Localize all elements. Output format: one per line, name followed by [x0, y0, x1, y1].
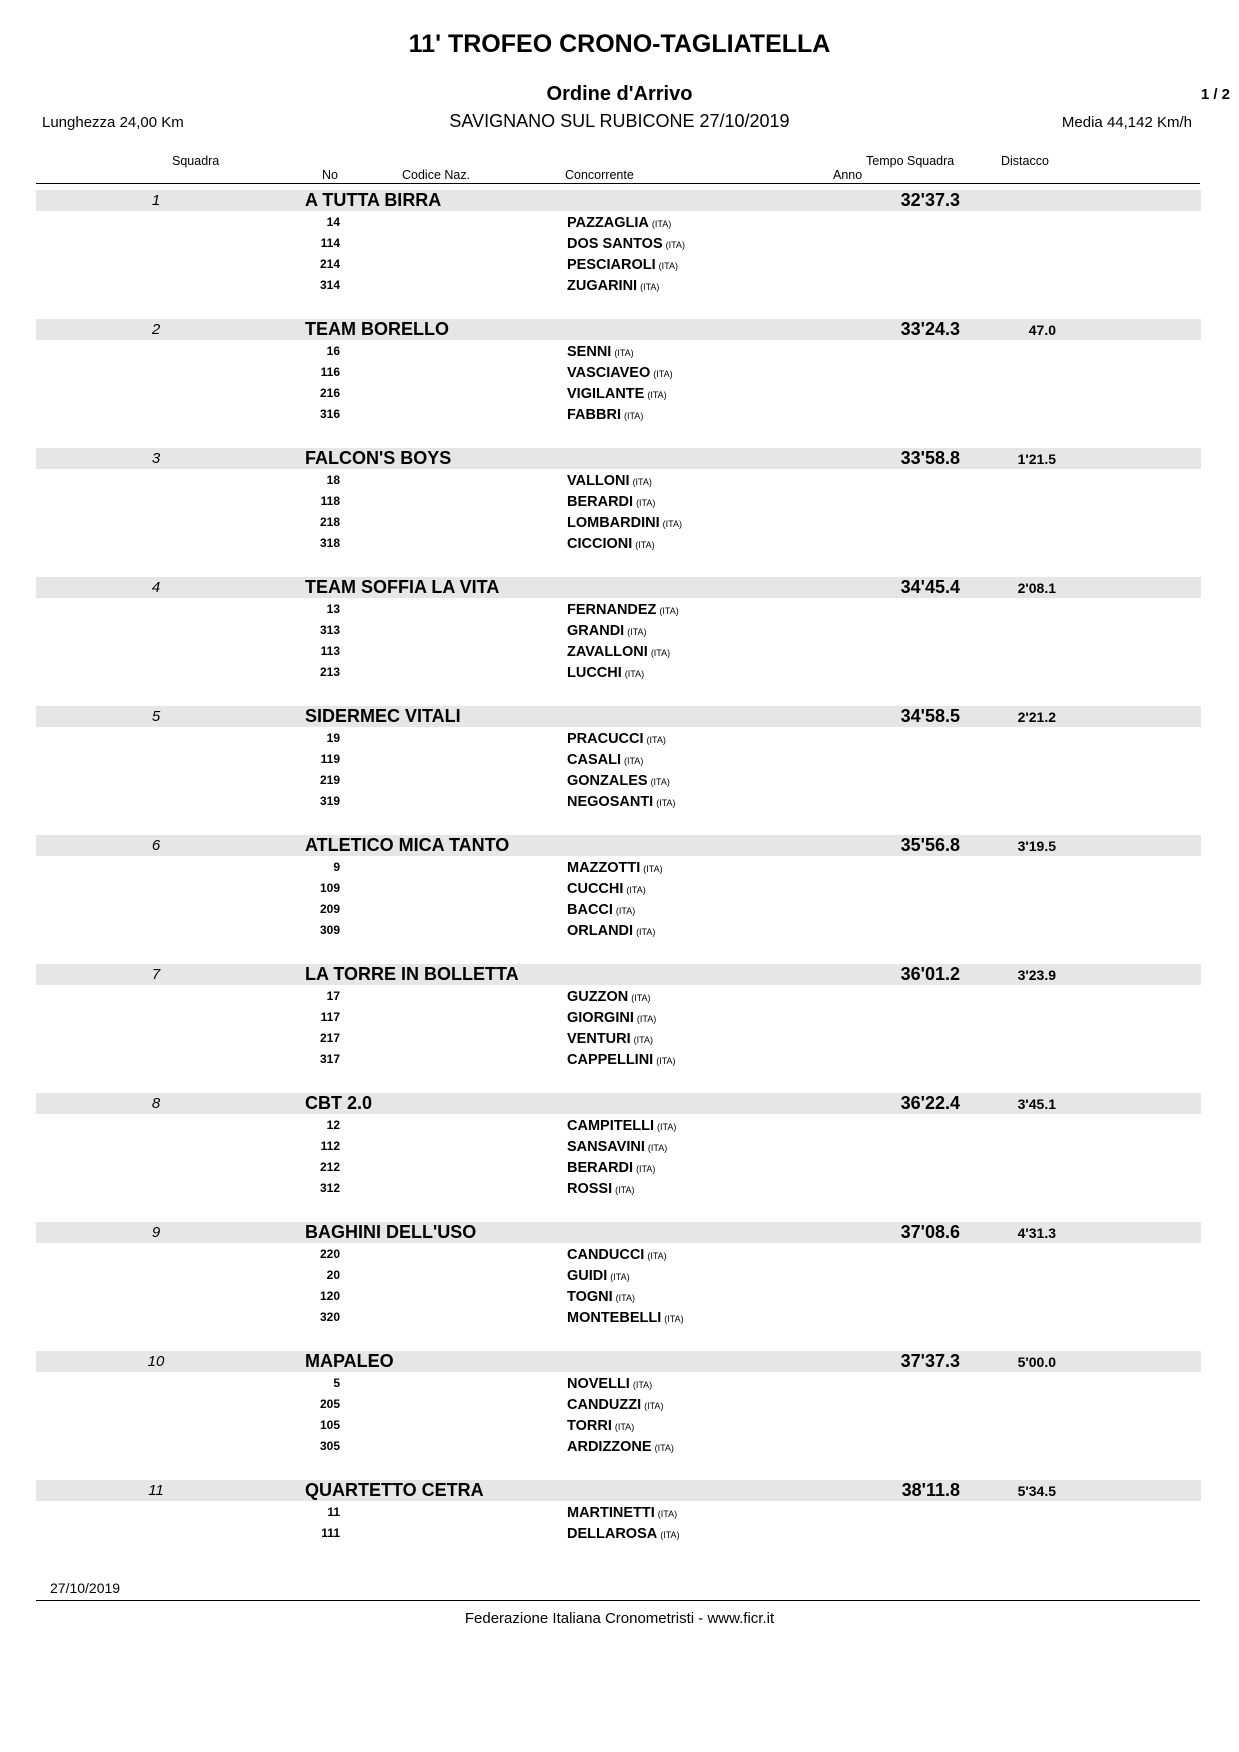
- rider-name: [567, 902, 635, 918]
- rider-nationality: (ITA): [631, 993, 651, 1003]
- team-time: 34'45.4: [900, 577, 960, 597]
- rider-surname: ARDIZZONE: [567, 1439, 652, 1455]
- rider-number: 118: [320, 494, 340, 508]
- rider-number: 212: [319, 1160, 340, 1174]
- document-title: 11' TROFEO CRONO-TAGLIATELLA: [408, 30, 831, 58]
- rider-surname: VIGILANTE: [567, 386, 645, 402]
- col-header-anno: Anno: [833, 168, 863, 182]
- rider-number: 216: [319, 386, 340, 400]
- team-position: 2: [151, 321, 161, 338]
- team-name: FALCON'S BOYS: [305, 448, 452, 468]
- rider-nationality: (ITA): [610, 1272, 630, 1282]
- team-gap: 4'31.3: [1017, 1225, 1056, 1241]
- rider-surname: PESCIAROLI: [567, 257, 656, 273]
- rider-nationality: (ITA): [657, 1509, 678, 1519]
- rider-name: [567, 536, 655, 552]
- rider-name: [567, 1376, 652, 1392]
- team-time: 33'24.3: [900, 319, 960, 339]
- rider-surname: GRANDI: [567, 623, 625, 639]
- rider-nationality: (ITA): [640, 282, 660, 292]
- team-gap: 3'23.9: [1017, 967, 1056, 983]
- team-gap: 1'21.5: [1017, 451, 1056, 467]
- rider-nationality: (ITA): [646, 735, 666, 745]
- team-name: BAGHINI DELL'USO: [305, 1222, 477, 1242]
- rider-surname: TOGNI: [567, 1289, 613, 1305]
- rider-name: [567, 794, 676, 810]
- rider-name: [567, 860, 663, 876]
- rider-name: [567, 1118, 676, 1134]
- rider-number: 117: [320, 1010, 340, 1024]
- footer-divider: [36, 1600, 1200, 1601]
- rider-name: [567, 1139, 667, 1155]
- rider-name: [567, 644, 670, 660]
- rider-name: [567, 1310, 684, 1326]
- rider-nationality: (ITA): [657, 1122, 677, 1132]
- rider-nationality: (ITA): [614, 348, 634, 358]
- col-header-tempo: Tempo Squadra: [866, 154, 955, 168]
- rider-number: 119: [320, 752, 340, 766]
- rider-surname: NEGOSANTI: [567, 794, 654, 810]
- average-speed: Media 44,142 Km/h: [1061, 114, 1192, 131]
- rider-number: 11: [327, 1505, 340, 1519]
- col-header-distacco: Distacco: [1001, 154, 1049, 168]
- rider-surname: VENTURI: [567, 1031, 631, 1047]
- rider-name: [567, 752, 643, 768]
- rider-name: [567, 731, 666, 747]
- rider-surname: GIORGINI: [567, 1010, 634, 1026]
- team-position: 5: [151, 708, 161, 725]
- rider-name: [567, 1526, 680, 1542]
- rider-number: 313: [319, 623, 340, 637]
- rider-surname: CANDUCCI: [567, 1247, 645, 1263]
- rider-nationality: (ITA): [654, 1443, 674, 1453]
- document-subtitle: Ordine d'Arrivo: [546, 83, 693, 105]
- rider-nationality: (ITA): [615, 1293, 635, 1303]
- rider-name: [567, 257, 678, 273]
- rider-surname: DELLAROSA: [567, 1526, 658, 1542]
- rider-name: [567, 236, 685, 252]
- rider-nationality: (ITA): [658, 261, 678, 271]
- rider-name: [567, 1505, 677, 1521]
- rider-number: 214: [319, 257, 340, 271]
- rider-number: 20: [326, 1268, 340, 1282]
- team-name: SIDERMEC VITALI: [305, 706, 461, 726]
- rider-number: 5: [333, 1376, 340, 1390]
- team-gap: 2'08.1: [1017, 580, 1056, 596]
- rider-nationality: (ITA): [636, 927, 656, 937]
- rider-number: 319: [319, 794, 340, 808]
- team-position: 11: [148, 1482, 164, 1499]
- rider-surname: MONTEBELLI: [567, 1310, 662, 1326]
- team-position: 1: [151, 192, 161, 209]
- rider-name: [567, 1397, 663, 1413]
- rider-surname: TORRI: [567, 1418, 612, 1434]
- team-gap: 3'19.5: [1017, 838, 1056, 854]
- rider-surname: GUZZON: [567, 989, 629, 1005]
- team-gap: 5'00.0: [1017, 1354, 1056, 1370]
- rider-name: [567, 215, 671, 231]
- rider-surname: MAZZOTTI: [567, 860, 641, 876]
- rider-surname: BACCI: [567, 902, 613, 918]
- rider-surname: VASCIAVEO: [567, 365, 651, 381]
- rider-nationality: (ITA): [626, 885, 646, 895]
- col-header-concorrente: Concorrente: [565, 168, 634, 182]
- rider-number: 12: [326, 1118, 340, 1132]
- rider-surname: CICCIONI: [567, 536, 633, 552]
- rider-nationality: (ITA): [647, 1251, 667, 1261]
- rider-name: [567, 344, 634, 360]
- rider-surname: ZUGARINI: [567, 278, 638, 294]
- rider-nationality: (ITA): [656, 1056, 676, 1066]
- rider-number: 309: [319, 923, 340, 937]
- rider-nationality: (ITA): [647, 390, 667, 400]
- rider-number: 314: [319, 278, 340, 292]
- rider-nationality: (ITA): [650, 648, 671, 658]
- team-position: 7: [151, 966, 161, 983]
- rider-number: 111: [321, 1526, 340, 1540]
- rider-nationality: (ITA): [651, 219, 672, 229]
- rider-surname: ORLANDI: [567, 923, 634, 939]
- col-header-squadra: Squadra: [172, 154, 220, 168]
- rider-surname: FABBRI: [567, 407, 621, 423]
- rider-nationality: (ITA): [659, 606, 679, 616]
- rider-surname: GUIDI: [567, 1268, 608, 1284]
- rider-number: 219: [319, 773, 340, 787]
- rider-number: 305: [319, 1439, 340, 1453]
- rider-surname: DOS SANTOS: [567, 236, 663, 252]
- rider-name: [567, 473, 652, 489]
- rider-surname: CASALI: [567, 752, 621, 768]
- rider-nationality: (ITA): [635, 540, 655, 550]
- rider-name: [567, 1031, 653, 1047]
- rider-nationality: (ITA): [650, 777, 670, 787]
- rider-surname: PRACUCCI: [567, 731, 644, 747]
- col-header-no: No: [322, 168, 338, 182]
- rider-number: 19: [326, 731, 340, 745]
- team-gap: 2'21.2: [1017, 709, 1056, 725]
- header-divider: [36, 183, 1200, 184]
- page-number: 1 / 2: [1200, 86, 1230, 103]
- team-time: 37'37.3: [900, 1351, 960, 1371]
- team-name: A TUTTA BIRRA: [305, 190, 442, 210]
- team-position: 9: [151, 1224, 161, 1241]
- rider-nationality: (ITA): [664, 1314, 684, 1324]
- rider-nationality: (ITA): [624, 669, 645, 679]
- rider-number: 113: [320, 644, 340, 658]
- team-time: 37'08.6: [900, 1222, 960, 1242]
- rider-surname: BERARDI: [567, 1160, 634, 1176]
- rider-name: [567, 1247, 667, 1263]
- team-position: 4: [151, 579, 161, 596]
- team-gap: 47.0: [1028, 322, 1056, 338]
- team-time: 36'22.4: [900, 1093, 960, 1113]
- rider-number: 318: [319, 536, 340, 550]
- rider-name: [567, 602, 679, 618]
- team-name: TEAM BORELLO: [305, 319, 449, 339]
- team-name: QUARTETTO CETRA: [305, 1480, 484, 1500]
- rider-number: 9: [333, 860, 340, 874]
- rider-name: [567, 623, 647, 639]
- rider-name: [567, 1160, 655, 1176]
- rider-number: 18: [326, 473, 340, 487]
- rider-nationality: (ITA): [647, 1143, 668, 1153]
- rider-nationality: (ITA): [636, 1164, 656, 1174]
- rider-number: 218: [319, 515, 340, 529]
- team-position: 3: [151, 450, 161, 467]
- rider-number: 220: [319, 1247, 340, 1261]
- rider-nationality: (ITA): [615, 1185, 635, 1195]
- race-length: Lunghezza 24,00 Km: [42, 114, 184, 131]
- team-time: 38'11.8: [901, 1480, 960, 1500]
- team-name: LA TORRE IN BOLLETTA: [305, 964, 519, 984]
- team-time: 33'58.8: [900, 448, 960, 468]
- rider-nationality: (ITA): [636, 1014, 657, 1024]
- rider-number: 14: [326, 215, 340, 229]
- rider-surname: PAZZAGLIA: [567, 215, 649, 231]
- rider-nationality: (ITA): [633, 1035, 653, 1045]
- rider-nationality: (ITA): [632, 1380, 653, 1390]
- rider-surname: VALLONI: [567, 473, 630, 489]
- rider-nationality: (ITA): [636, 498, 656, 508]
- rider-nationality: (ITA): [627, 627, 647, 637]
- team-position: 6: [151, 837, 161, 854]
- rider-nationality: (ITA): [653, 369, 673, 379]
- rider-nationality: (ITA): [614, 1422, 635, 1432]
- race-location-date: SAVIGNANO SUL RUBICONE 27/10/2019: [449, 111, 790, 131]
- rider-number: 112: [320, 1139, 340, 1153]
- rider-name: [567, 989, 651, 1005]
- rider-name: [567, 665, 644, 681]
- rider-name: [567, 1052, 676, 1068]
- rider-number: 217: [319, 1031, 340, 1045]
- team-time: 36'01.2: [900, 964, 960, 984]
- rider-nationality: (ITA): [643, 864, 663, 874]
- rider-number: 316: [319, 407, 340, 421]
- rider-number: 16: [326, 344, 340, 358]
- rider-name: [567, 1289, 635, 1305]
- rider-nationality: (ITA): [623, 756, 644, 766]
- team-time: 34'58.5: [900, 706, 960, 726]
- rider-name: [567, 881, 646, 897]
- rider-name: [567, 923, 655, 939]
- rider-name: [567, 1181, 634, 1197]
- rider-surname: ZAVALLONI: [567, 644, 648, 660]
- rider-surname: CAMPITELLI: [567, 1118, 654, 1134]
- rider-name: [567, 1010, 656, 1026]
- rider-name: [567, 494, 655, 510]
- rider-surname: NOVELLI: [567, 1376, 630, 1392]
- team-gap: 3'45.1: [1017, 1096, 1056, 1112]
- rider-number: 312: [319, 1181, 340, 1195]
- rider-nationality: (ITA): [615, 906, 636, 916]
- rider-surname: SENNI: [567, 344, 612, 360]
- rider-number: 213: [319, 665, 340, 679]
- rider-name: [567, 1418, 634, 1434]
- rider-surname: CUCCHI: [567, 881, 624, 897]
- team-name: CBT 2.0: [305, 1093, 373, 1113]
- rider-surname: CAPPELLINI: [567, 1052, 654, 1068]
- team-time: 32'37.3: [900, 190, 960, 210]
- rider-surname: FERNANDEZ: [567, 602, 657, 618]
- rider-surname: ROSSI: [567, 1181, 613, 1197]
- rider-number: 209: [319, 902, 340, 916]
- rider-surname: MARTINETTI: [567, 1505, 655, 1521]
- rider-surname: LOMBARDINI: [567, 515, 660, 531]
- team-name: MAPALEO: [305, 1351, 394, 1371]
- team-name: ATLETICO MICA TANTO: [305, 835, 510, 855]
- rider-name: [567, 278, 659, 294]
- rider-number: 317: [319, 1052, 340, 1066]
- rider-surname: LUCCHI: [567, 665, 622, 681]
- rider-nationality: (ITA): [632, 477, 652, 487]
- rider-number: 120: [319, 1289, 340, 1303]
- rider-surname: GONZALES: [567, 773, 648, 789]
- rider-nationality: (ITA): [665, 240, 685, 250]
- rider-nationality: (ITA): [660, 1530, 680, 1540]
- rider-surname: BERARDI: [567, 494, 634, 510]
- rider-number: 109: [319, 881, 340, 895]
- footer-credit: Federazione Italiana Cronometristi - www.ficr.it: [464, 1610, 775, 1627]
- footer-date: 27/10/2019: [50, 1580, 121, 1596]
- rider-number: 105: [319, 1418, 340, 1432]
- rider-nationality: (ITA): [623, 411, 644, 421]
- team-name: TEAM SOFFIA LA VITA: [305, 577, 500, 597]
- rider-name: [567, 365, 673, 381]
- rider-number: 320: [319, 1310, 340, 1324]
- rider-number: 17: [326, 989, 340, 1003]
- rider-name: [567, 386, 667, 402]
- team-time: 35'56.8: [900, 835, 960, 855]
- rider-number: 205: [319, 1397, 340, 1411]
- rider-nationality: (ITA): [656, 798, 676, 808]
- col-header-codice: Codice Naz.: [402, 168, 471, 182]
- rider-surname: CANDUZZI: [567, 1397, 642, 1413]
- rider-nationality: (ITA): [644, 1401, 664, 1411]
- rider-name: [567, 1439, 674, 1455]
- rider-number: 116: [320, 365, 340, 379]
- team-row-band: [36, 190, 1201, 211]
- rider-number: 13: [326, 602, 340, 616]
- rider-number: 114: [320, 236, 340, 250]
- team-position: 8: [151, 1095, 161, 1112]
- team-position: 10: [147, 1353, 165, 1370]
- rider-name: [567, 515, 682, 531]
- rider-name: [567, 1268, 630, 1284]
- rider-name: [567, 407, 643, 423]
- rider-name: [567, 773, 670, 789]
- rider-nationality: (ITA): [662, 519, 682, 529]
- rider-surname: SANSAVINI: [567, 1139, 645, 1155]
- team-gap: 5'34.5: [1017, 1483, 1056, 1499]
